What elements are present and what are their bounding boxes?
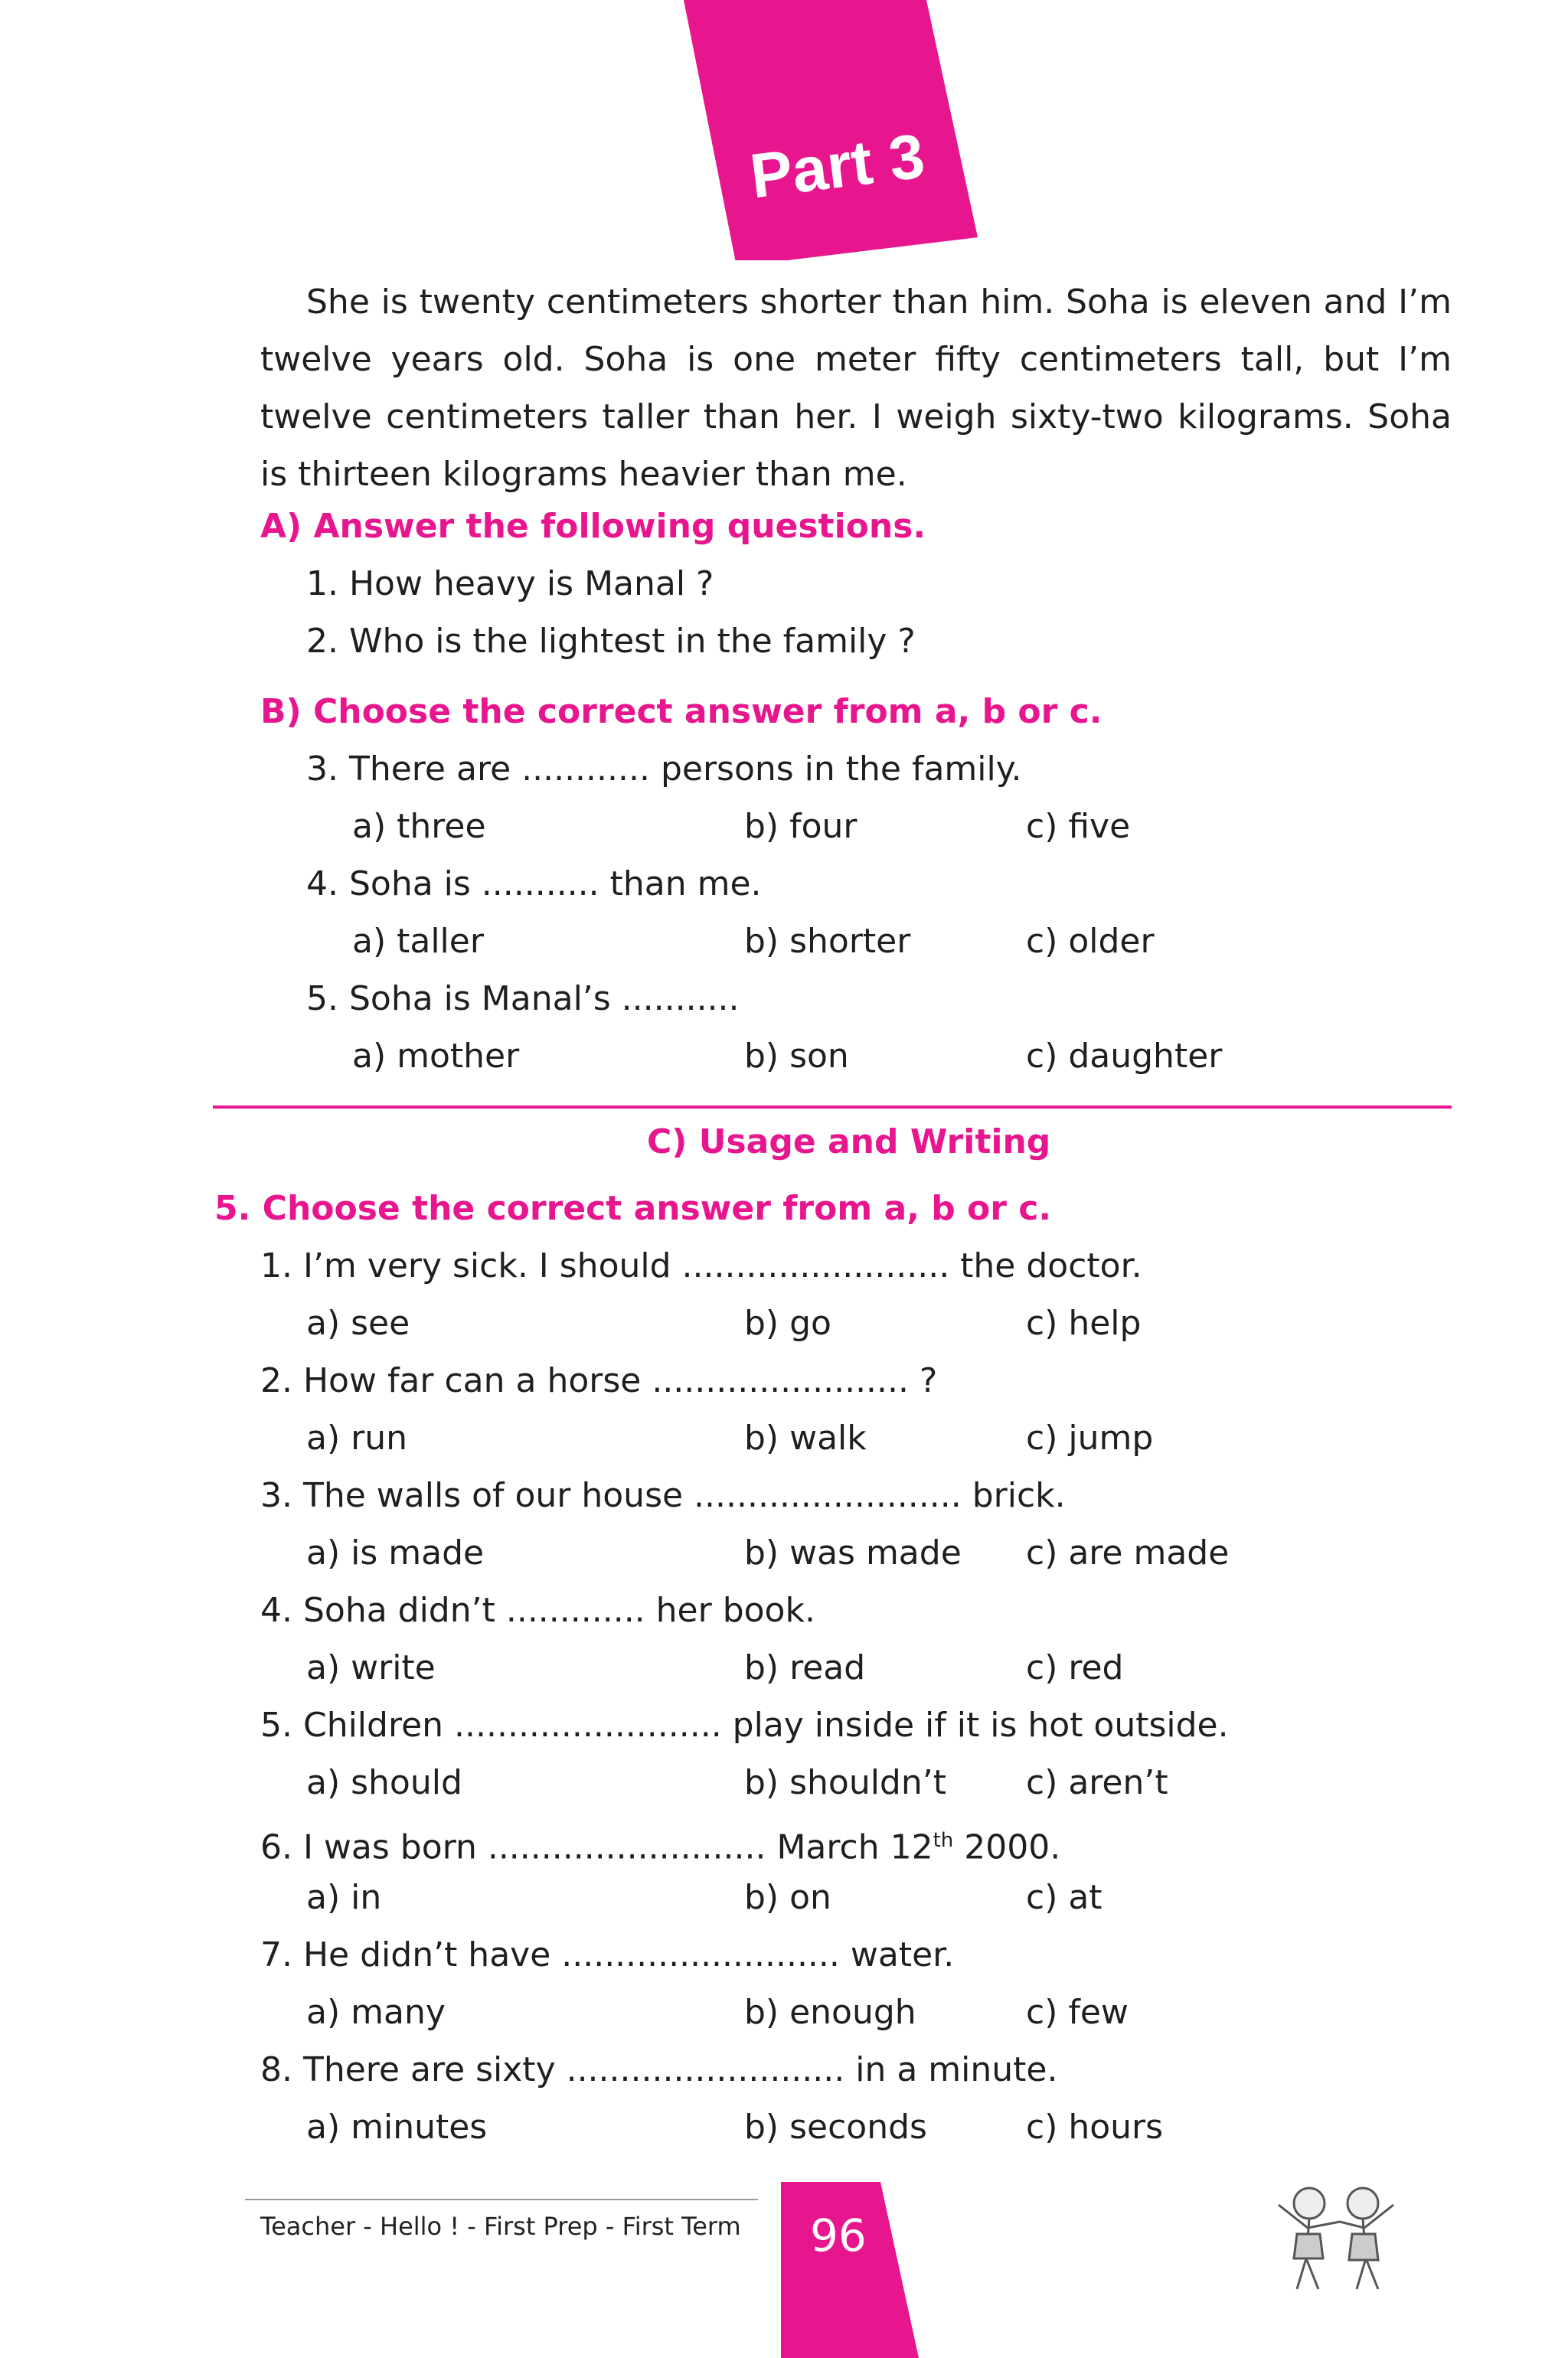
option-c6-a: a) in [306, 1878, 382, 1917]
question-b5: 5. Soha is Manal’s ........... [306, 979, 740, 1018]
part-title: Part 3 [746, 121, 929, 212]
footer-text: Teacher - Hello ! - First Prep - First Term [260, 2212, 741, 2241]
option-c4-c: c) red [1026, 1648, 1124, 1687]
section-c-heading: 5. Choose the correct answer from a, b or c. [214, 1189, 1052, 1228]
part-banner [0, 0, 1568, 260]
question-c8: 8. There are sixty .......................... in a minute. [260, 2050, 1058, 2089]
question-a2: 2. Who is the lightest in the family ? [306, 622, 916, 661]
option-c3-b: b) was made [744, 1533, 962, 1573]
option-c6-b: b) on [744, 1878, 831, 1917]
option-c8-c: c) hours [1026, 2108, 1164, 2147]
option-b5-a: a) mother [352, 1037, 520, 1076]
option-c3-a: a) is made [306, 1533, 485, 1573]
option-c6-c: c) at [1026, 1878, 1102, 1917]
question-c3: 3. The walls of our house ......................... brick. [260, 1476, 1066, 1515]
section-a-heading: A) Answer the following questions. [260, 507, 926, 546]
option-c2-b: b) walk [744, 1419, 867, 1458]
footer-divider [245, 2199, 758, 2200]
reading-passage: She is twenty centimeters shorter than him. Soha is eleven and I’m twelve years old. Soha is one meter fifty centimeters tall, but I’m twelve centimeters taller than her. I weigh sixty-two kilograms. Soha is thirteen kilograms heavier than me. [260, 283, 1452, 494]
question-c2: 2. How far can a horse ........................ ? [260, 1361, 938, 1400]
option-c1-a: a) see [306, 1304, 410, 1343]
kids-cartoon-icon [1263, 2174, 1409, 2297]
option-c7-a: a) many [306, 1993, 446, 2032]
option-c1-c: c) help [1026, 1304, 1142, 1343]
option-c2-c: c) jump [1026, 1419, 1154, 1458]
option-b3-c: c) five [1026, 807, 1131, 846]
option-b3-b: b) four [744, 807, 858, 846]
option-b4-c: c) older [1026, 922, 1155, 961]
question-c5: 5. Children ......................... play inside if it is hot outside. [260, 1706, 1229, 1745]
question-c7: 7. He didn’t have .......................... water. [260, 1935, 955, 1974]
option-c5-b: b) shouldn’t [744, 1763, 946, 1802]
option-b4-a: a) taller [352, 922, 484, 961]
option-c5-a: a) should [306, 1763, 462, 1802]
section-c-title: C) Usage and Writing [647, 1122, 1051, 1161]
question-c6-before: 6. I was born .......................... March 12 [260, 1827, 933, 1867]
option-c1-b: b) go [744, 1304, 831, 1343]
option-c7-c: c) few [1026, 1993, 1129, 2032]
option-c4-b: b) read [744, 1648, 866, 1687]
section-divider [213, 1106, 1452, 1109]
option-c4-a: a) write [306, 1648, 436, 1687]
option-b3-a: a) three [352, 807, 486, 846]
question-b3: 3. There are ............ persons in the family. [306, 750, 1022, 789]
question-c4: 4. Soha didn’t ............. her book. [260, 1591, 815, 1630]
option-c8-b: b) seconds [744, 2108, 927, 2147]
question-c6-sup: th [933, 1829, 954, 1852]
question-c6 [260, 1817, 1060, 1871]
question-c6-after: 2000. [953, 1827, 1061, 1867]
option-c2-a: a) run [306, 1419, 407, 1458]
option-c3-c: c) are made [1026, 1533, 1230, 1573]
option-c8-a: a) minutes [306, 2108, 488, 2147]
option-c5-c: c) aren’t [1026, 1763, 1168, 1802]
question-b4: 4. Soha is ........... than me. [306, 864, 762, 903]
question-c1: 1. I’m very sick. I should ......................... the doctor. [260, 1246, 1142, 1285]
question-a1: 1. How heavy is Manal ? [306, 564, 714, 603]
section-b-heading: B) Choose the correct answer from a, b or c. [260, 692, 1102, 731]
option-c7-b: b) enough [744, 1993, 916, 2032]
option-b5-b: b) son [744, 1037, 849, 1076]
option-b5-c: c) daughter [1026, 1037, 1223, 1076]
page-number: 96 [810, 2209, 867, 2262]
option-b4-b: b) shorter [744, 922, 911, 961]
